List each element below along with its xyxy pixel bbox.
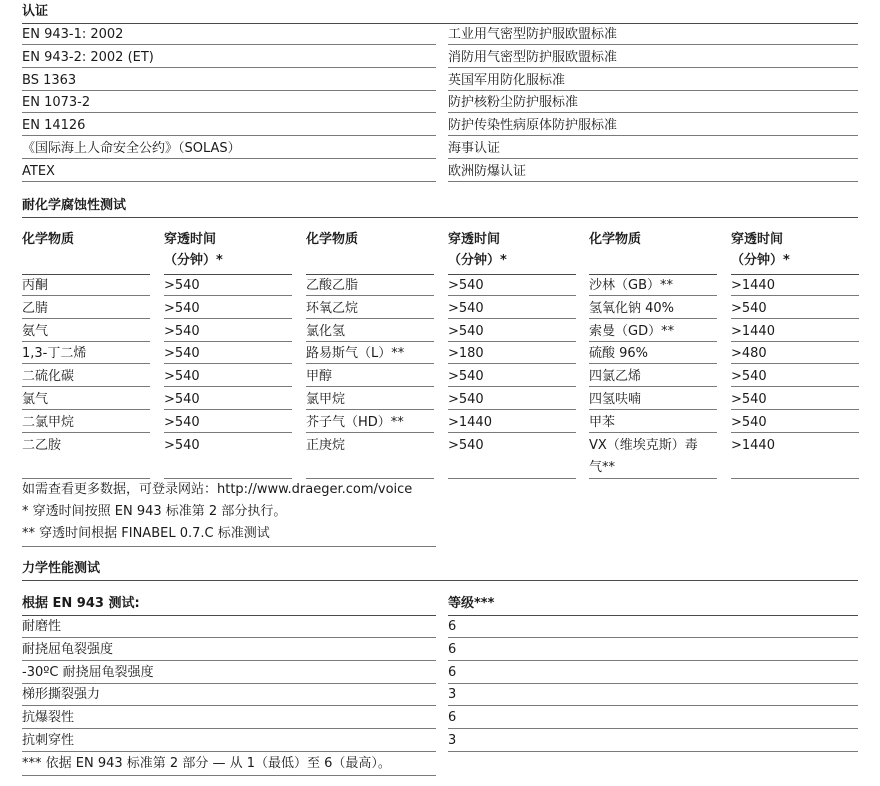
mechanical-grade-value: 6 [448,641,457,657]
mechanical-test-column-header: 根据 EN 943 测试: [22,596,140,611]
chemical-name-continued: 气** [589,459,616,475]
chemical-name: 二乙胺 [22,437,62,453]
chemical-name: 氨气 [22,323,49,339]
cert-description: 防护传染性病原体防护服标准 [448,118,618,134]
breakthrough-time-value: >540 [164,323,200,339]
breakthrough-time-column-header: 穿透时间 [164,232,217,247]
mechanical-test-name: 耐挠屈龟裂强度 [22,641,114,657]
breakthrough-time-column-header: 穿透时间 [731,232,784,247]
chemical-name: 路易斯气（L）** [306,346,405,362]
cert-section-title: 认证 [22,4,49,19]
mechanical-test-name: 抗爆裂性 [22,710,75,726]
substance-column-header: 化学物质 [22,232,75,247]
breakthrough-time-value: >540 [448,323,484,339]
cert-code: BS 1363 [22,72,77,88]
cert-code: 《国际海上人命安全公约》（SOLAS） [22,141,241,156]
mechanical-grade-value: 3 [448,733,457,748]
mechanical-row-rule [22,751,436,752]
breakthrough-time-value: >540 [164,300,200,316]
breakthrough-time-value: >540 [164,414,200,430]
chemical-name: 氯化氢 [306,323,346,339]
chemical-name: VX（维埃克斯）毒 [589,437,698,453]
mechanical-test-name: 梯形撕裂强力 [22,687,101,703]
breakthrough-time-value: >540 [164,392,200,407]
chemical-name: 甲醇 [306,369,333,385]
breakthrough-time-value: >1440 [448,414,492,430]
chemical-section-title: 耐化学腐蚀性测试 [22,198,127,213]
breakthrough-time-unit-header: （分钟）* [164,253,223,268]
chemical-name: 氯气 [22,392,49,407]
chemical-name: 环氧乙烷 [306,300,359,316]
chemical-name: 丙酮 [22,278,49,293]
breakthrough-time-value: >540 [448,392,484,407]
mechanical-row-rule [22,728,436,729]
mechanical-test-name: -30ºC 耐挠屈龟裂强度 [22,664,154,680]
cert-description: 防护核粉尘防护服标准 [448,95,579,111]
chemical-name: 硫酸 96% [589,346,649,362]
chemical-name: 沙林（GB）** [589,278,673,293]
mechanical-header-rule [448,615,858,616]
breakthrough-time-value: >540 [731,392,767,407]
mechanical-test-name: 耐磨性 [22,619,62,634]
mechanical-header-rule [22,615,436,616]
breakthrough-time-value: >540 [731,414,767,430]
breakthrough-time-unit-header: （分钟）* [731,253,790,268]
chemical-name: 氯甲烷 [306,392,346,407]
mechanical-row-rule [22,660,436,661]
cert-description: 海事认证 [448,141,501,156]
chemical-name: 芥子气（HD）** [306,414,404,430]
mechanical-title-rule [22,580,858,581]
substance-column-header: 化学物质 [306,232,359,247]
chemical-name: 四氯乙烯 [589,369,642,385]
chemical-name: 四氢呋喃 [589,392,642,407]
breakthrough-time-column-header: 穿透时间 [448,232,501,247]
mechanical-grade-column-header: 等级*** [448,596,495,611]
chemical-name: 正庚烷 [306,437,346,453]
chemical-footnote: * 穿透时间按照 EN 943 标准第 2 部分执行。 [22,504,287,519]
mechanical-row-rule [22,683,436,684]
mechanical-row-rule [448,751,858,752]
breakthrough-time-value: >540 [448,437,484,453]
cert-description: 欧洲防爆认证 [448,163,527,179]
breakthrough-time-value: >540 [164,278,200,293]
cert-code: ATEX [22,163,55,179]
mechanical-footnote: *** 依据 EN 943 标准第 2 部分 — 从 1（最低）至 6（最高）。 [22,756,391,771]
mechanical-row-rule [22,637,436,638]
cert-code: EN 943-1: 2002 [22,27,124,42]
substance-column-header: 化学物质 [589,232,642,247]
chemical-name: 氢氧化钠 40% [589,300,675,316]
breakthrough-time-value: >540 [731,300,767,316]
mechanical-section-title: 力学性能测试 [22,561,101,576]
breakthrough-time-value: >1440 [731,323,775,339]
mechanical-test-name: 抗刺穿性 [22,733,75,748]
mechanical-row-rule [448,637,858,638]
cert-description: 工业用气密型防护服欧盟标准 [448,27,618,42]
breakthrough-time-value: >540 [448,278,484,293]
chemical-name: 索曼（GD）** [589,323,675,339]
chemical-name: 乙腈 [22,300,49,316]
breakthrough-time-unit-header: （分钟）* [448,253,507,268]
breakthrough-time-value: >540 [164,369,200,385]
chemical-footnote: 如需查看更多数据，可登录网站：http://www.draeger.com/voice [22,482,413,497]
mechanical-row-rule [448,683,858,684]
chemical-name: 1,3-丁二烯 [22,346,87,362]
breakthrough-time-value: >480 [731,346,767,362]
mechanical-grade-value: 6 [448,664,457,680]
mechanical-row-rule [448,728,858,729]
cert-description: 英国军用防化服标准 [448,72,566,88]
mechanical-grade-value: 6 [448,710,457,726]
cert-code: EN 943-2: 2002 (ET) [22,49,154,65]
mechanical-note-rule [22,775,436,776]
mechanical-row-rule [448,705,858,706]
mechanical-grade-value: 3 [448,687,457,703]
cert-code: EN 1073-2 [22,95,91,111]
mechanical-row-rule [448,660,858,661]
cert-description: 消防用气密型防护服欧盟标准 [448,49,618,65]
breakthrough-time-value: >1440 [731,278,775,293]
mechanical-row-rule [22,705,436,706]
breakthrough-time-value: >180 [448,346,484,362]
chemical-footnote: ** 穿透时间根据 FINABEL 0.7.C 标准测试 [22,526,270,541]
chemical-name: 二硫化碳 [22,369,75,385]
breakthrough-time-value: >540 [448,369,484,385]
breakthrough-time-value: >540 [164,346,200,362]
breakthrough-time-value: >540 [164,437,200,453]
mechanical-grade-value: 6 [448,619,457,634]
breakthrough-time-value: >540 [731,369,767,385]
cert-code: EN 14126 [22,118,86,134]
breakthrough-time-value: >1440 [731,437,775,453]
breakthrough-time-value: >540 [448,300,484,316]
chemical-name: 乙酸乙脂 [306,278,359,293]
chemical-name: 二氯甲烷 [22,414,75,430]
chemical-name: 甲苯 [589,414,616,430]
